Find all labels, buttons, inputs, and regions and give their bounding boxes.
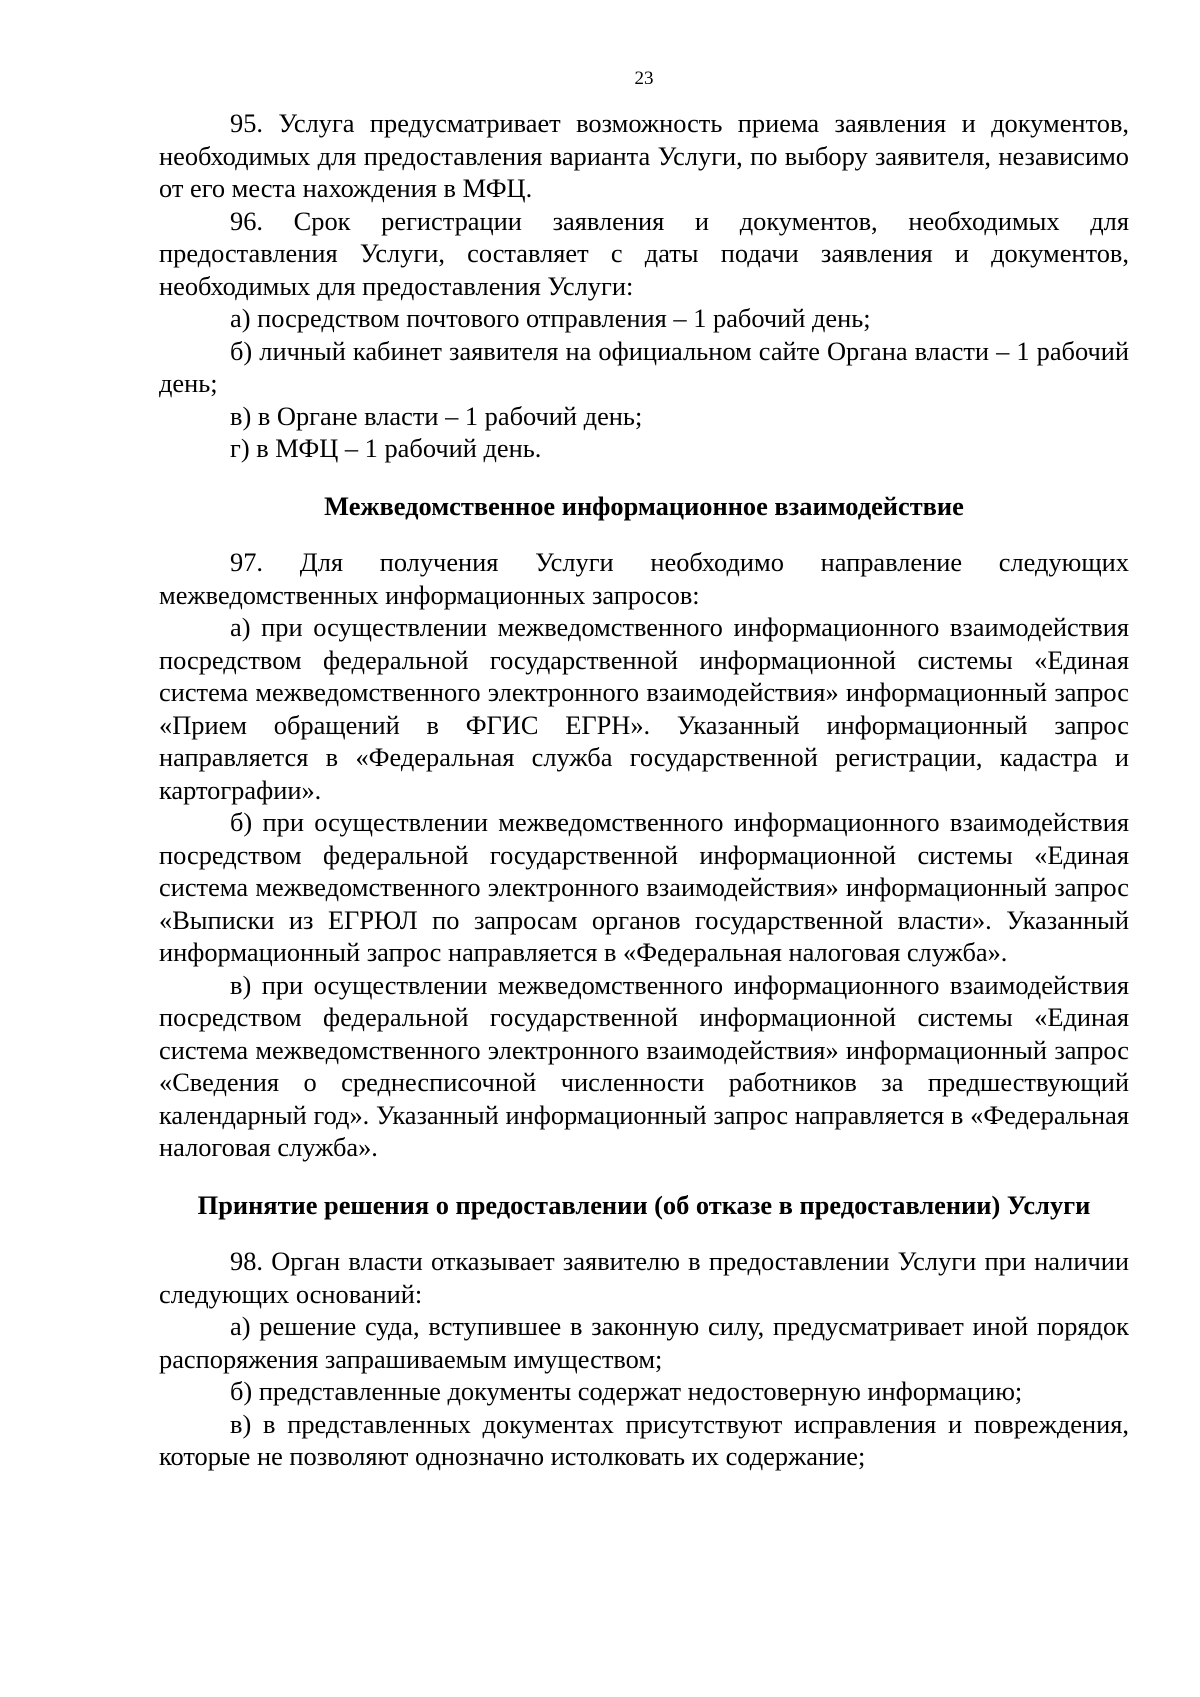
paragraph-95: 95. Услуга предусматривает возможность приема заявления и документов, необходимых для предоставления варианта Услуги, по выбору заявителя, независимо от его места нахождения в МФЦ. (159, 108, 1129, 203)
paragraph-97-b: б) при осуществлении межведомственного информационного взаимодействия посредством федеральной государственной информационной системы «Единая система межведомственного электронного взаимодействия» информационный запрос «Выписки из ЕГРЮЛ по запросам органов государственной власти». Указанный информационный запрос направляется в «Федеральная налоговая служба». (159, 807, 1129, 967)
paragraph-96: 96. Срок регистрации заявления и документов, необходимых для предоставления Услуги, составляет с даты подачи заявления и документов, необходимых для предоставления Услуги: (159, 205, 1129, 301)
paragraph-97-c: в) при осуществлении межведомственного информационного взаимодействия посредством федеральной государственной информационной системы «Единая система межведомственного электронного взаимодействия» информационный запрос «Сведения о среднесписочной численности работников за предшествующий календарный год». Указанный информационный запрос направляется в «Федеральная налоговая служба». (159, 969, 1129, 1162)
paragraph-96-a: а) посредством почтового отправления – 1 рабочий день; (230, 303, 871, 333)
section-heading-decision: Принятие решения о предоставлении (об отказе в предоставлении) Услуги (197, 1189, 1091, 1220)
paragraph-96-c: в) в Органе власти – 1 рабочий день; (230, 400, 643, 431)
paragraph-98-b: б) представленные документы содержат недостоверную информацию; (230, 1376, 1023, 1406)
paragraph-96-b: б) личный кабинет заявителя на официальном сайте Органа власти – 1 рабочий день; (159, 335, 1129, 398)
paragraph-98-c: в) в представленных документах присутствуют исправления и повреждения, которые не позволяют однозначно истолковать их содержание; (159, 1408, 1129, 1471)
page-number: 23 (634, 68, 654, 89)
paragraph-98-a: а) решение суда, вступившее в законную силу, предусматривает иной порядок распоряжения запрашиваемым имуществом; (159, 1311, 1129, 1374)
document-body (159, 107, 1129, 1473)
paragraph-96-d: г) в МФЦ – 1 рабочий день. (230, 433, 542, 463)
paragraph-98: 98. Орган власти отказывает заявителю в предоставлении Услуги при наличии следующих оснований: (159, 1246, 1129, 1309)
paragraph-97-a: а) при осуществлении межведомственного информационного взаимодействия посредством федеральной государственной информационной системы «Единая система межведомственного электронного взаимодействия» информационный запрос «Прием обращений в ФГИС ЕГРН». Указанный информационный запрос направляется в «Федеральная служба государственной регистрации, кадастра и картографии». (159, 612, 1129, 805)
paragraph-97: 97. Для получения Услуги необходимо направление следующих межведомственных информационных запросов: (159, 547, 1129, 610)
section-heading-interagency: Межведомственное информационное взаимодействие (324, 490, 964, 521)
